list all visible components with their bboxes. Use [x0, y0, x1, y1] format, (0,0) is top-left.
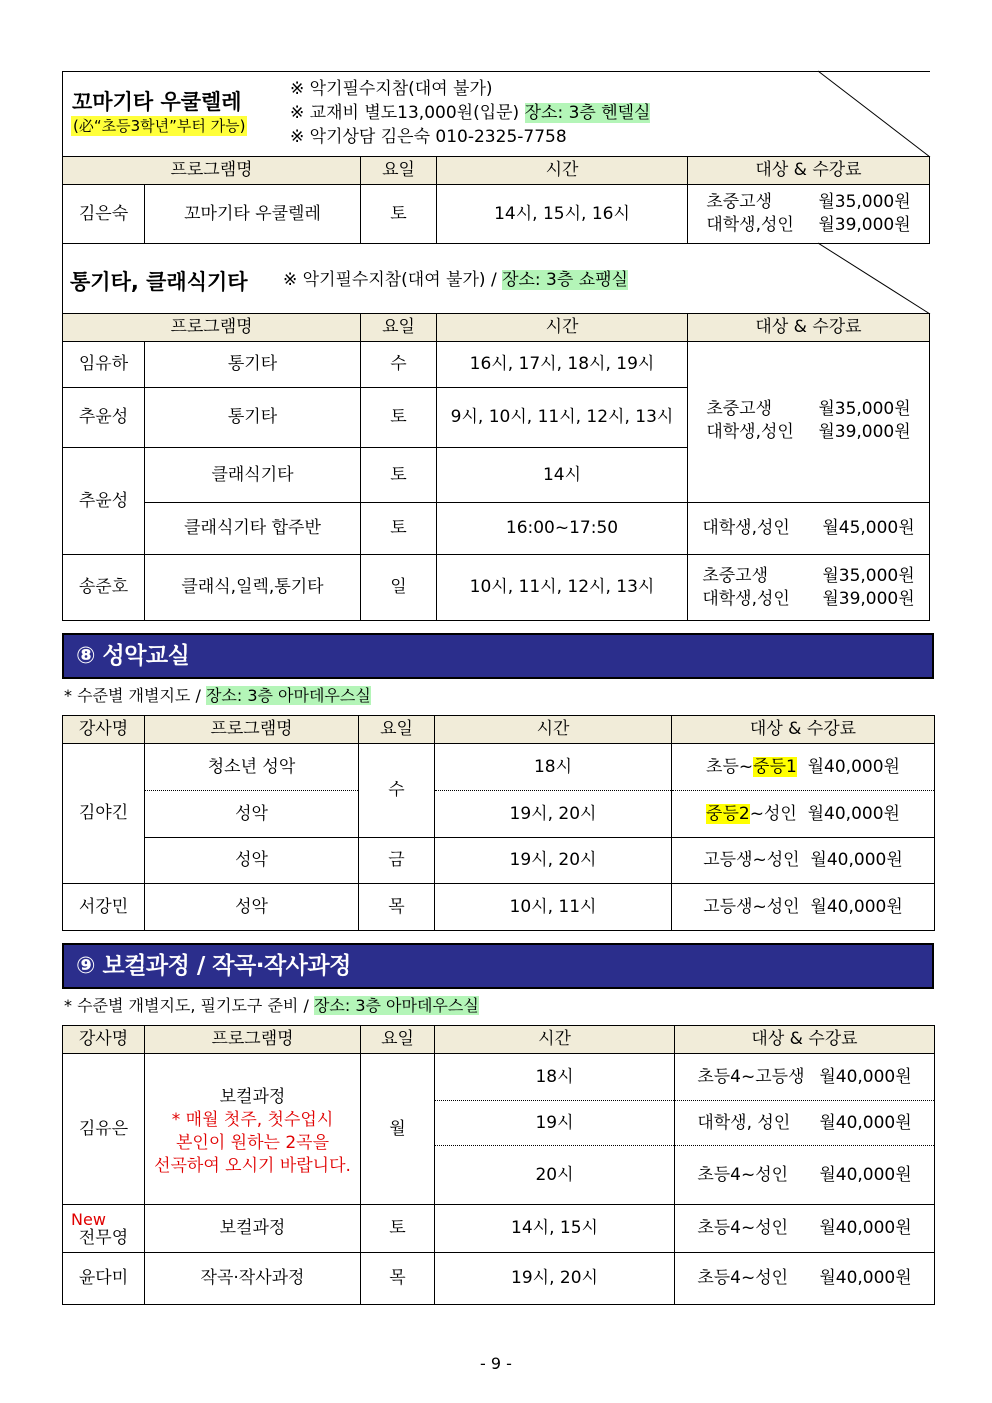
- program-note-3: 선곡하여 오시기 바랍니다.: [154, 1156, 351, 1176]
- fee-amount: 월39,000원: [818, 422, 911, 442]
- vocal-course-table: [62, 1025, 935, 1305]
- fee-target: 초중고생: [706, 399, 773, 419]
- header-target-fee: 대상 & 수강료: [672, 716, 935, 744]
- vocal-note-line: [64, 685, 371, 707]
- time-cell: 14시: [437, 448, 688, 503]
- program-cell: 클래식기타 합주반: [145, 503, 361, 555]
- time-cell: 19시, 20시: [435, 791, 672, 838]
- fee-cell: [672, 791, 935, 838]
- fee-cell: [675, 1253, 935, 1305]
- table-row: [63, 503, 930, 555]
- header-time: 시간: [435, 1026, 675, 1054]
- fee-target: 초중고생: [702, 565, 769, 586]
- program-cell: 작곡·작사과정: [145, 1253, 361, 1305]
- header-instructor: 강사명: [63, 716, 145, 744]
- table-row: [63, 1253, 935, 1305]
- time-cell: 19시, 20시: [435, 838, 672, 884]
- day-cell: 금: [359, 838, 435, 884]
- fee-target: 대학생,성인: [702, 588, 790, 609]
- day-cell: 토: [361, 503, 437, 555]
- program-cell: 꼬마기타 우쿨렐레: [145, 185, 361, 244]
- instructor-cell: 추윤성: [63, 448, 145, 555]
- header-day: 요일: [361, 1026, 435, 1054]
- fee-cell: [675, 1205, 935, 1253]
- fee-cell: [675, 1146, 935, 1205]
- time-cell: 14시, 15시, 16시: [437, 185, 688, 244]
- fee-amount: 월35,000원: [818, 399, 911, 419]
- fee-target: 고등생~성인: [703, 896, 800, 917]
- table-row: [63, 1054, 935, 1101]
- time-cell: 16시, 17시, 18시, 19시: [437, 342, 688, 388]
- fee-target: 대학생,성인: [702, 518, 790, 538]
- time-cell: 9시, 10시, 11시, 12시, 13시: [437, 388, 688, 448]
- guitar-title: 통기타, 클래식기타: [70, 270, 248, 294]
- instructor-cell: 김유은: [63, 1054, 145, 1205]
- instructor-cell: 송준호: [63, 555, 145, 621]
- ukulele-note-2: ※ 교재비 별도13,000원(입문): [290, 103, 520, 123]
- vocal-course-note: * 수준별 개별지도, 필기도구 준비 /: [64, 996, 309, 1015]
- ukulele-subtitle: (必“초등3학년”부터 가능): [73, 117, 246, 135]
- table-row: [63, 555, 930, 621]
- vocal-banner: ⑧ 성악교실: [62, 633, 934, 679]
- guitar-location: 장소: 3층 쇼팽실: [502, 270, 628, 290]
- vocal-location: 장소: 3층 아마데우스실: [205, 686, 371, 705]
- instructor-cell: 임유하: [63, 342, 145, 388]
- program-note-1: * 매월 첫주, 첫수업시: [171, 1110, 334, 1130]
- program-cell: 클래식,일렉,통기타: [145, 555, 361, 621]
- fee-target: 초등4~성인: [697, 1218, 789, 1238]
- day-cell: 토: [361, 185, 437, 244]
- vocal-course-location: 장소: 3층 아마데우스실: [313, 996, 479, 1015]
- table-row: [63, 884, 935, 931]
- header-program: 프로그램명: [145, 716, 359, 744]
- fee-cell: [675, 1101, 935, 1146]
- fee-target: 대학생,성인: [706, 422, 794, 442]
- program-cell: 성악: [145, 838, 359, 884]
- time-cell: 19시, 20시: [435, 1253, 675, 1305]
- day-cell: 토: [361, 448, 437, 503]
- fee-target-a: 초등~: [706, 756, 754, 777]
- ukulele-note-3: ※ 악기상담 김은숙 010-2325-7758: [290, 127, 567, 147]
- program-cell: 통기타: [145, 388, 361, 448]
- program-cell: 보컬과정: [145, 1205, 361, 1253]
- fee-amount: 월40,000원: [810, 850, 903, 870]
- fee-target-b: 중등1: [753, 756, 797, 777]
- header-time: 시간: [435, 716, 672, 744]
- day-cell: 토: [361, 1205, 435, 1253]
- guitar-table: [62, 313, 930, 621]
- program-cell: 성악: [145, 884, 359, 931]
- table-row: [63, 342, 930, 388]
- fee-cell: [688, 342, 930, 503]
- fee-amount: 월40,000원: [819, 1066, 912, 1087]
- program-cell: 클래식기타: [145, 448, 361, 503]
- guitar-note: ※ 악기필수지참(대여 불가) /: [283, 270, 497, 290]
- header-program: 프로그램명: [145, 1026, 361, 1054]
- time-cell: 19시: [435, 1101, 675, 1146]
- instructor-cell: 추윤성: [63, 388, 145, 448]
- fee-amount: 월45,000원: [822, 518, 915, 538]
- fee-cell: [672, 838, 935, 884]
- fee-amount: 월40,000원: [819, 1112, 912, 1133]
- fee-cell: [688, 503, 930, 555]
- vocal-note: * 수준별 개별지도 /: [64, 686, 201, 705]
- fee-cell: [688, 185, 930, 244]
- fee-target: 대학생,성인: [706, 215, 794, 235]
- fee-amount: 월40,000원: [819, 1218, 912, 1238]
- time-cell: 10시, 11시: [435, 884, 672, 931]
- header-day: 요일: [361, 157, 437, 185]
- fee-cell: [675, 1054, 935, 1101]
- instructor-cell: [63, 1205, 145, 1253]
- header-target-fee: 대상 & 수강료: [688, 157, 930, 185]
- instructor-cell: 김야긴: [63, 744, 145, 884]
- header-program: 프로그램명: [63, 314, 361, 342]
- fee-cell: [688, 555, 930, 621]
- time-cell: 18시: [435, 1054, 675, 1101]
- fee-amount: 월40,000원: [807, 756, 900, 777]
- fee-amount: 월40,000원: [807, 803, 900, 824]
- ukulele-title: 꼬마기타 우쿨렐레: [72, 90, 242, 114]
- instructor-cell: 서강민: [63, 884, 145, 931]
- program-note-2: 본인이 원하는 2곡을: [176, 1133, 329, 1153]
- program-cell: 통기타: [145, 342, 361, 388]
- instructor-cell: 김은숙: [63, 185, 145, 244]
- instructor-name: 전무영: [78, 1227, 129, 1248]
- new-badge: New: [71, 1209, 106, 1229]
- ukulele-table: [62, 156, 930, 244]
- fee-amount: 월35,000원: [822, 565, 915, 586]
- ukulele-header-corner: [818, 70, 932, 160]
- time-cell: 16:00~17:50: [437, 503, 688, 555]
- time-cell: 18시: [435, 744, 672, 791]
- fee-target: 초등4~성인: [697, 1268, 789, 1288]
- header-day: 요일: [359, 716, 435, 744]
- header-day: 요일: [361, 314, 437, 342]
- day-cell: 수: [359, 744, 435, 838]
- guitar-header-corner: [818, 242, 932, 316]
- fee-amount: 월39,000원: [818, 215, 911, 235]
- fee-target: 고등생~성인: [703, 850, 800, 870]
- time-cell: 14시, 15시: [435, 1205, 675, 1253]
- day-cell: 일: [361, 555, 437, 621]
- fee-amount: 월40,000원: [819, 1268, 912, 1288]
- fee-target-a: 중등2: [706, 803, 750, 824]
- header-time: 시간: [437, 314, 688, 342]
- day-cell: 월: [361, 1054, 435, 1205]
- ukulele-note-1: ※ 악기필수지참(대여 불가): [290, 79, 493, 99]
- day-cell: 수: [361, 342, 437, 388]
- time-cell: 20시: [435, 1146, 675, 1205]
- fee-target: 대학생, 성인: [697, 1112, 791, 1133]
- table-row: [63, 1205, 935, 1253]
- day-cell: 토: [361, 388, 437, 448]
- program-cell: [145, 1054, 361, 1205]
- fee-amount: 월40,000원: [810, 896, 903, 917]
- fee-target: 초등4~고등생: [697, 1066, 805, 1087]
- fee-amount: 월39,000원: [822, 588, 915, 609]
- fee-amount: 월35,000원: [818, 192, 911, 212]
- vocal-table: [62, 715, 935, 931]
- header-target-fee: 대상 & 수강료: [688, 314, 930, 342]
- day-cell: 목: [361, 1253, 435, 1305]
- time-cell: 10시, 11시, 12시, 13시: [437, 555, 688, 621]
- ukulele-location: 장소: 3층 헨델실: [524, 103, 651, 123]
- vocal-course-banner: ⑨ 보컬과정 / 작곡·작사과정: [62, 943, 934, 989]
- vocal-course-note-line: [64, 995, 479, 1017]
- header-program: 프로그램명: [63, 157, 361, 185]
- table-row: [63, 744, 935, 791]
- fee-cell: [672, 744, 935, 791]
- program-name: 보컬과정: [219, 1087, 286, 1107]
- guitar-note-line: [283, 268, 628, 292]
- day-cell: 목: [359, 884, 435, 931]
- fee-target-b: ~성인: [749, 803, 797, 824]
- table-row: [63, 791, 935, 838]
- program-cell: 성악: [145, 791, 359, 838]
- instructor-cell: 윤다미: [63, 1253, 145, 1305]
- fee-target: 초중고생: [706, 192, 773, 212]
- table-row: [63, 185, 930, 244]
- page-number: - 9 -: [480, 1354, 512, 1373]
- fee-amount: 월40,000원: [819, 1164, 912, 1185]
- fee-target: 초등4~성인: [697, 1164, 789, 1185]
- table-row: [63, 838, 935, 884]
- header-time: 시간: [437, 157, 688, 185]
- header-instructor: 강사명: [63, 1026, 145, 1054]
- ukulele-notes: [290, 77, 650, 149]
- fee-cell: [672, 884, 935, 931]
- program-cell: 청소년 성악: [145, 744, 359, 791]
- header-target-fee: 대상 & 수강료: [675, 1026, 935, 1054]
